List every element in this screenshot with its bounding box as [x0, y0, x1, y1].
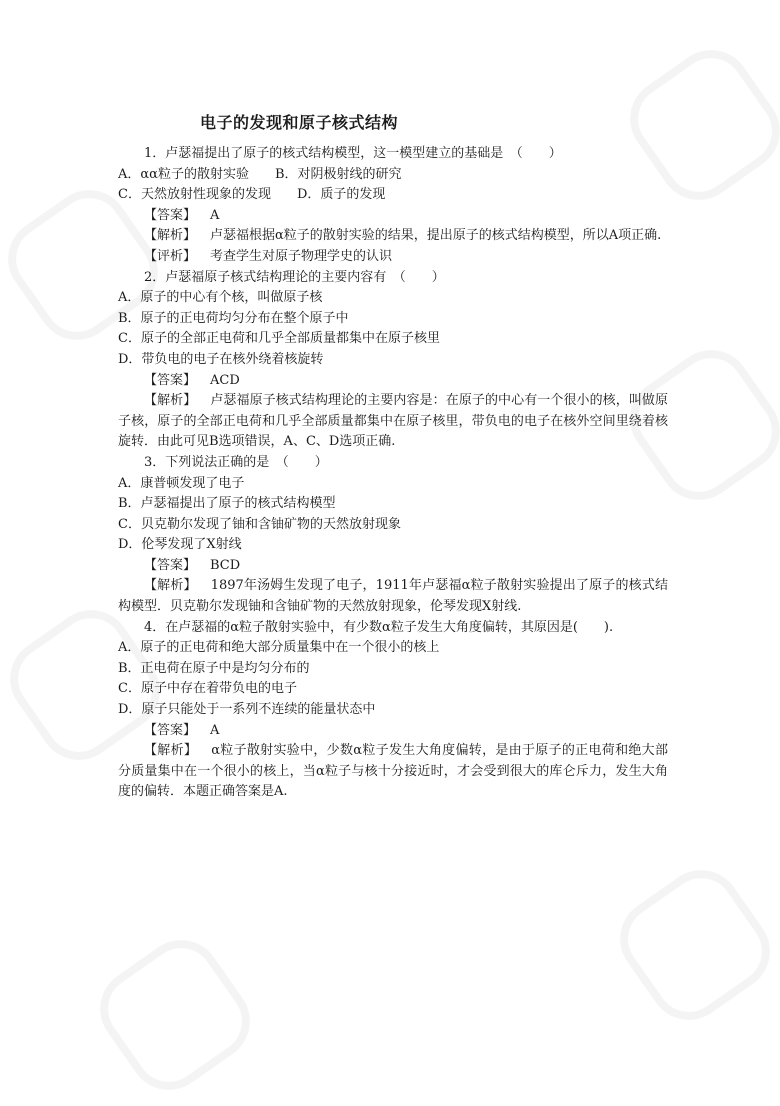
answer-value: A — [210, 207, 220, 223]
answer-label: 【答案】 — [144, 722, 197, 738]
comment-text: 考查学生对原子物理学史的认识 — [210, 248, 393, 264]
q4-answer — [118, 721, 668, 742]
analysis-label: 【解析】 — [144, 743, 198, 759]
q3-option-c: C．贝克勒尔发现了铀和含铀矿物的天然放射现象 — [118, 516, 401, 532]
q3-option-a: A．康普顿发现了电子 — [118, 475, 245, 491]
q1-comment — [118, 247, 668, 268]
q4-option-c: C．原子中存在着带负电的电子 — [118, 681, 297, 697]
q2-analysis — [118, 391, 668, 453]
analysis-label: 【解析】 — [144, 393, 197, 409]
question-4: 4．在卢瑟福的α粒子散射实验中，有少数α粒子发生大角度偏转，其原因是( ). — [144, 619, 614, 635]
q3-option-d: D．伦琴发现了X射线 — [118, 537, 242, 553]
answer-value: ACD — [210, 372, 240, 388]
q1-answer — [118, 206, 668, 227]
answer-label: 【答案】 — [144, 557, 197, 573]
q3-option-b: B．卢瑟福提出了原子的核式结构模型 — [118, 496, 336, 512]
question-1: 1．卢瑟福提出了原子的核式结构模型，这一模型建立的基础是 （ ） — [144, 146, 562, 161]
analysis-text: 卢瑟福根据α粒子的散射实验的结果，提出原子的核式结构模型，所以A项正确. — [210, 228, 662, 244]
analysis-text: 卢瑟福原子核式结构理论的主要内容是：在原子的中心有一个很小的核，叫做原子核，原子的全部正电荷和几乎全部质量都集中在原子核里，带负电的电子在核外空间里绕着核旋转．由此可见B选项错误，A、C、D选项正确. — [118, 393, 668, 450]
analysis-text: 1897年汤姆生发现了电子，1911年卢瑟福α粒子散射实验提出了原子的核式结构模型．贝克勒尔发现铀和含铀矿物的天然放射现象，伦琴发现X射线. — [118, 578, 668, 615]
q4-analysis — [118, 741, 668, 803]
q2-option-c: C．原子的全部正电荷和几乎全部质量都集中在原子核里 — [118, 331, 440, 347]
q2-answer — [118, 371, 668, 392]
comment-label: 【评析】 — [144, 248, 197, 264]
q4-option-a: A．原子的正电荷和绝大部分质量集中在一个很小的核上 — [118, 640, 440, 656]
q2-option-a: A．原子的中心有个核，叫做原子核 — [118, 290, 323, 306]
question-2: 2．卢瑟福原子核式结构理论的主要内容有 （ ） — [144, 269, 445, 285]
watermark-logo-icon — [84, 924, 265, 1105]
q1-analysis — [118, 226, 668, 247]
answer-value: BCD — [210, 557, 241, 573]
watermark-logo-icon — [604, 854, 780, 1035]
q1-options-cd: C．天然放射性现象的发现 D．质子的发现 — [118, 187, 386, 203]
analysis-label: 【解析】 — [144, 578, 197, 594]
watermark — [630, 880, 760, 1010]
q3-analysis — [118, 576, 668, 617]
q4-option-b: B．正电荷在原子中是均匀分布的 — [118, 660, 310, 676]
answer-label: 【答案】 — [144, 372, 197, 388]
q3-answer — [118, 556, 668, 577]
q4-option-d: D．原子只能处于一系列不连续的能量状态中 — [118, 702, 376, 718]
q1-options-ab: A．αα粒子的散射实验 B．对阴极射线的研究 — [118, 166, 402, 182]
answer-value: A — [210, 722, 220, 738]
answer-label: 【答案】 — [144, 207, 197, 223]
analysis-label: 【解析】 — [144, 228, 197, 244]
page-title: 电子的发现和原子核式结构 — [200, 113, 399, 132]
analysis-text: α粒子散射实验中，少数α粒子发生大角度偏转，是由于原子的正电荷和绝大部分质量集中在一个很小的核上，当α粒子与核十分接近时，才会受到很大的库仑斥力，发生大角度的偏转．本题正确答案是A. — [118, 743, 668, 800]
watermark — [110, 950, 240, 1080]
question-3: 3．下列说法正确的是 （ ） — [144, 454, 328, 470]
document-body — [118, 144, 668, 803]
q2-option-d: D．带负电的电子在核外绕着核旋转 — [118, 351, 324, 367]
q2-option-b: B．原子的正电荷均匀分布在整个原子中 — [118, 310, 349, 326]
